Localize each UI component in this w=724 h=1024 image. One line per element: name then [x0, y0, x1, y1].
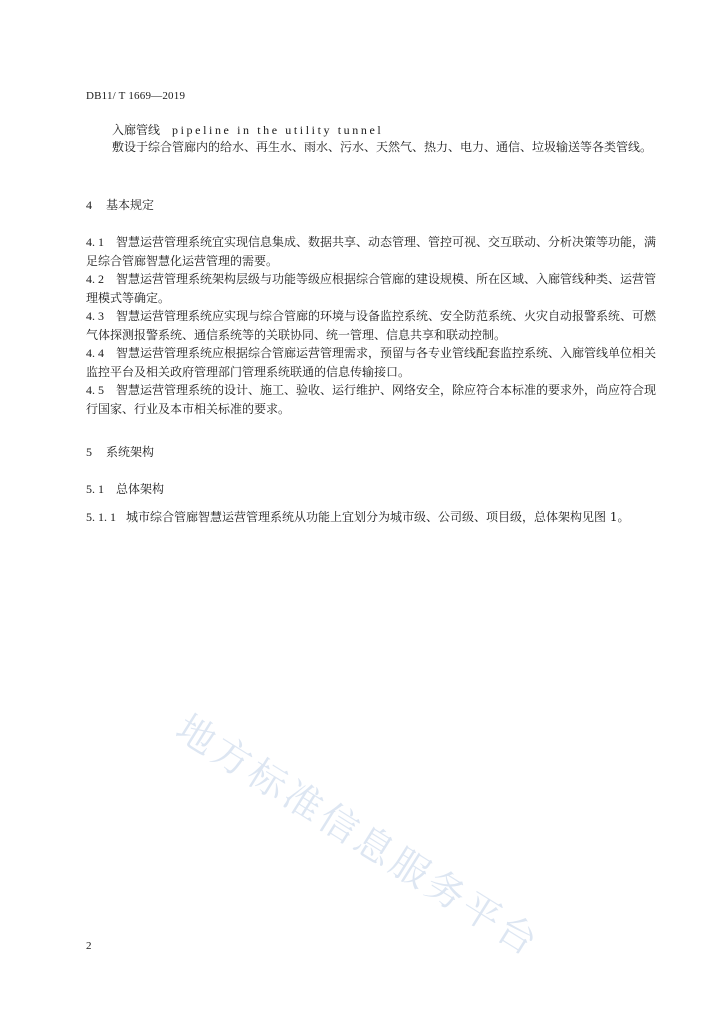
standard-code: DB11/ T 1669—2019	[86, 90, 186, 102]
clause-number: 4. 3	[86, 309, 104, 323]
clause-text: 智慧运营管理系统应实现与综合管廊的环境与设备监控系统、安全防范系统、火灾自动报警系统、可燃气体探测报警系统、通信系统等的关联协同、统一管理、信息共享和联动控制。	[86, 309, 657, 342]
section-number: 4	[86, 198, 92, 212]
section-title: 系统架构	[106, 445, 155, 459]
page-number: 2	[86, 940, 92, 952]
clause-text: 智慧运营管理系统的设计、施工、验收、运行维护、网络安全，除应符合本标准的要求外，尚应符合现行国家、行业及本市相关标准的要求。	[86, 383, 657, 416]
term-entry	[112, 121, 383, 138]
clause-4-2	[86, 270, 660, 307]
section-5-heading	[86, 443, 154, 460]
clause-4-1	[86, 233, 660, 270]
clause-text: 智慧运营管理系统应根据综合管廊运营管理需求，预留与各专业管线配套监控系统、入廊管线单位相关监控平台及相关政府管理部门管理系统联通的信息传输接口。	[86, 346, 657, 379]
clause-text: 智慧运营管理系统宜实现信息集成、数据共享、动态管理、管控可视、交互联动、分析决策等功能，满足综合管廊智慧化运营管理的需要。	[86, 235, 657, 268]
clause-5-1-1	[86, 508, 676, 525]
subsection-5-1-heading	[86, 480, 164, 497]
subsection-title: 总体架构	[116, 482, 165, 496]
clause-number: 4. 5	[86, 383, 104, 397]
clause-4-5	[86, 381, 660, 418]
clause-4-3	[86, 307, 660, 344]
watermark-text: 地方标准信息服务平台	[168, 705, 548, 966]
section-number: 5	[86, 445, 92, 459]
clause-text: 智慧运营管理系统架构层级与功能等级应根据综合管廊的建设规模、所在区域、入廊管线种类、运营管理模式等确定。	[86, 272, 657, 305]
section-4-clauses	[86, 233, 660, 418]
term-name-en: pipeline in the utility tunnel	[172, 123, 384, 137]
clause-number: 4. 4	[86, 346, 104, 360]
clause-number: 5. 1. 1	[86, 510, 116, 524]
subsection-number: 5. 1	[86, 482, 104, 496]
section-4-heading	[86, 196, 154, 213]
clause-4-4	[86, 344, 660, 381]
clause-number: 4. 1	[86, 235, 104, 249]
clause-text: 城市综合管廊智慧运营管理系统从功能上宜划分为城市级、公司级、项目级，总体架构见图 1。	[126, 510, 630, 524]
term-definition: 敷设于综合管廊内的给水、再生水、雨水、污水、天然气、热力、电力、通信、垃圾输送等各类管线。	[112, 140, 653, 154]
term-name-cn: 入廊管线	[112, 123, 161, 137]
section-title: 基本规定	[106, 198, 155, 212]
clause-number: 4. 2	[86, 272, 104, 286]
